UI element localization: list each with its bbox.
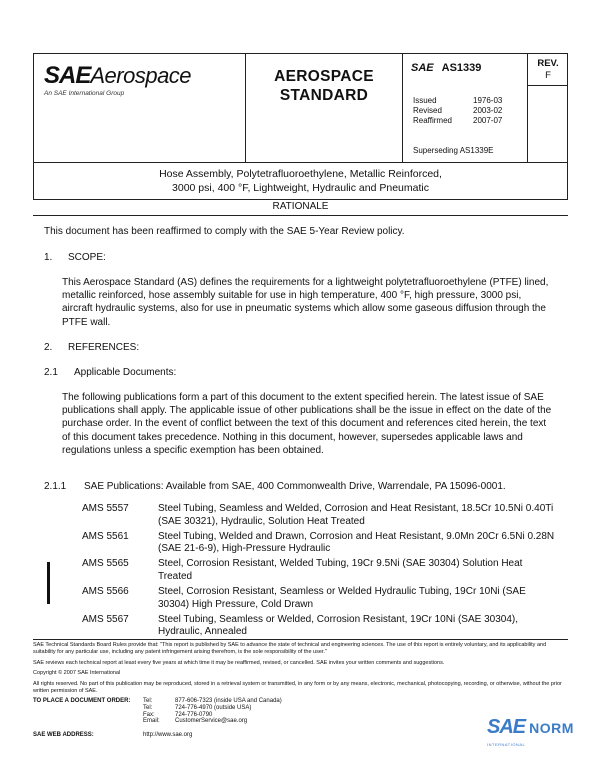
sae-mini-logo: SAE — [411, 62, 434, 74]
rationale-heading: RATIONALE — [33, 200, 568, 216]
footer-rights: All rights reserved. No part of this publication may be reproduced, stored in a retrieval system or transmitted, in any form or by any means, electronic, mechanical, photocopying, recording, or otherwise, without the prior written permission of SAE. — [33, 680, 562, 695]
section-number: 2. — [44, 342, 53, 353]
web-link[interactable]: http://www.sae.org — [143, 732, 193, 738]
contact-label: Tel: — [143, 698, 153, 704]
watermark-subtitle: INTERNATIONAL — [487, 742, 526, 747]
ams-code: AMS 5567 — [82, 613, 129, 625]
section-number: 2.1 — [44, 367, 58, 378]
applicable-paragraph: The following publications form a part of this document to the extent specified herein. The latest issue of SAE publications shall apply. The applicable issue of other publications shall be the issue in effect on the date of the purchase order. In the event of conflict between the text of this document and references cited herein, the text of this document takes precedence. Nothing in this document, however, supersedes applicable laws and regulations unless a specific exemption has been obtained. — [62, 392, 552, 456]
list-item — [82, 614, 562, 639]
web-address — [33, 732, 192, 738]
footer-board-rules: SAE Technical Standards Board Rules provide that: "This report is published by SAE to advance the state of technical and engineering sciences. The use of this report is entirely voluntary, and its applicability and suitability for any particular use, including any patent infringement arising therefrom, is the sole responsibility of the user." — [33, 642, 547, 656]
list-item — [82, 558, 562, 583]
logo-sae-text: SAE — [44, 62, 91, 89]
logo-subtitle: An SAE International Group — [44, 90, 125, 97]
section-title: REFERENCES: — [68, 342, 140, 353]
legal-footer — [33, 639, 568, 698]
section-title: Applicable Documents: — [74, 367, 177, 378]
section-scope-heading — [44, 251, 106, 264]
ams-reference-list — [82, 503, 562, 641]
revision-box — [528, 54, 568, 86]
rationale-text: This document has been reaffirmed to comply with the SAE 5-Year Review policy. — [44, 226, 405, 237]
date-label: Revised — [413, 106, 442, 115]
section-applicable-heading — [44, 366, 176, 379]
section-sae-publications — [44, 480, 506, 493]
date-label: Reaffirmed — [413, 116, 452, 125]
ams-code: AMS 5565 — [82, 558, 129, 570]
ams-code: AMS 5566 — [82, 586, 129, 598]
date-list — [413, 96, 523, 126]
document-subject — [33, 163, 568, 200]
list-item — [82, 531, 562, 556]
date-row-reaffirmed — [413, 116, 523, 126]
date-value: 1976-03 — [473, 96, 503, 105]
sae-publications-text: SAE Publications: Available from SAE, 400 Commonwealth Drive, Warrendale, PA 15096-0001. — [84, 481, 506, 492]
order-contacts — [33, 698, 282, 725]
footer-review-note: SAE reviews each technical report at least every five years at which time it may be reaffirmed, revised, or cancelled. SAE invites your written comments and suggestions. — [33, 659, 445, 666]
standard-title — [246, 54, 403, 162]
standard-title-line2: STANDARD — [279, 87, 369, 104]
watermark-sae: SAE — [487, 716, 526, 738]
ams-description: Steel Tubing, Welded and Drawn, Corrosion and Heat Resistant, 9.0Mn 20Cr 6.5Ni 0.28N (SAE 21-6-9), High-Pressure Hydraulic — [158, 530, 555, 555]
revision-label: REV. — [537, 58, 559, 69]
date-value: 2003-02 — [473, 106, 503, 115]
contact-row — [33, 698, 282, 705]
contact-value: 724-776-0790 — [175, 711, 213, 718]
list-item — [82, 586, 562, 611]
section-references-heading — [44, 341, 139, 354]
contact-row — [33, 705, 282, 712]
ams-code: AMS 5561 — [82, 530, 129, 542]
ams-description: Steel, Corrosion Resistant, Seamless or Welded Hydraulic Tubing, 19Cr 10Ni (SAE 30304) High Pressure, Cold Drawn — [158, 586, 526, 610]
order-label: TO PLACE A DOCUMENT ORDER: — [33, 698, 131, 704]
revision-change-bar — [47, 562, 50, 604]
standard-title-line1: AEROSPACE — [274, 68, 374, 85]
contact-label: Fax: — [143, 711, 155, 718]
section-number: 2.1.1 — [44, 481, 67, 492]
contact-value[interactable]: CustomerService@sae.org — [175, 718, 248, 725]
contact-row — [33, 712, 282, 719]
logo-aerospace-text: Aerospace — [90, 63, 192, 88]
watermark-norm: NORM — [529, 719, 574, 736]
superseding-note: Superseding AS1339E — [413, 146, 494, 155]
scope-paragraph: This Aerospace Standard (AS) defines the requirements for a lightweight polytetrafluoroethylene (PTFE) lined, metallic reinforced, hose assembly suitable for use in high temperature, 400 °F, high pressure, 3000 psi, aircraft hydraulic systems, also for use in pneumatic systems which allow some gaseous diffusion through the PTFE wall. — [62, 277, 549, 328]
sae-aerospace-logo — [34, 54, 246, 162]
document-info — [403, 54, 528, 162]
ams-description: Steel, Corrosion Resistant, Welded Tubing, 19Cr 9.5Ni (SAE 30304) Solution Heat Treated — [158, 558, 523, 582]
contact-value: 724-776-4970 (outside USA) — [175, 704, 252, 711]
ams-description: Steel Tubing, Seamless and Welded, Corrosion and Heat Resistant, 18.5Cr 10.5Ni 0.40Ti (SAE 30321), Hydraulic, Solution Heat Treated — [158, 503, 554, 527]
date-row-issued — [413, 96, 523, 106]
document-header — [33, 53, 568, 163]
contact-row — [33, 718, 282, 725]
contact-label: Email: — [143, 718, 160, 725]
contact-label: Tel: — [143, 704, 153, 711]
date-label: Issued — [413, 96, 437, 105]
sae-norm-watermark — [487, 716, 574, 739]
revision-value: F — [545, 70, 551, 81]
footer-copyright: Copyright © 2007 SAE International — [33, 670, 121, 677]
subject-line1: Hose Assembly, Polytetrafluoroethylene, Metallic Reinforced, — [159, 168, 442, 180]
list-item — [82, 503, 562, 528]
ams-description: Steel Tubing, Seamless or Welded, Corrosion Resistant, 19Cr 10Ni (SAE 30304), Hydraulic, Annealed — [158, 613, 518, 638]
subject-line2: 3000 psi, 400 °F, Lightweight, Hydraulic and Pneumatic — [172, 182, 429, 194]
contact-value: 877-606-7323 (inside USA and Canada) — [175, 698, 282, 704]
date-value: 2007-07 — [473, 116, 503, 125]
date-row-revised — [413, 106, 523, 116]
ams-code: AMS 5557 — [82, 503, 129, 514]
section-title: SCOPE: — [68, 252, 106, 263]
section-number: 1. — [44, 252, 53, 263]
document-number: AS1339 — [441, 62, 482, 74]
web-label: SAE WEB ADDRESS: — [33, 732, 94, 738]
